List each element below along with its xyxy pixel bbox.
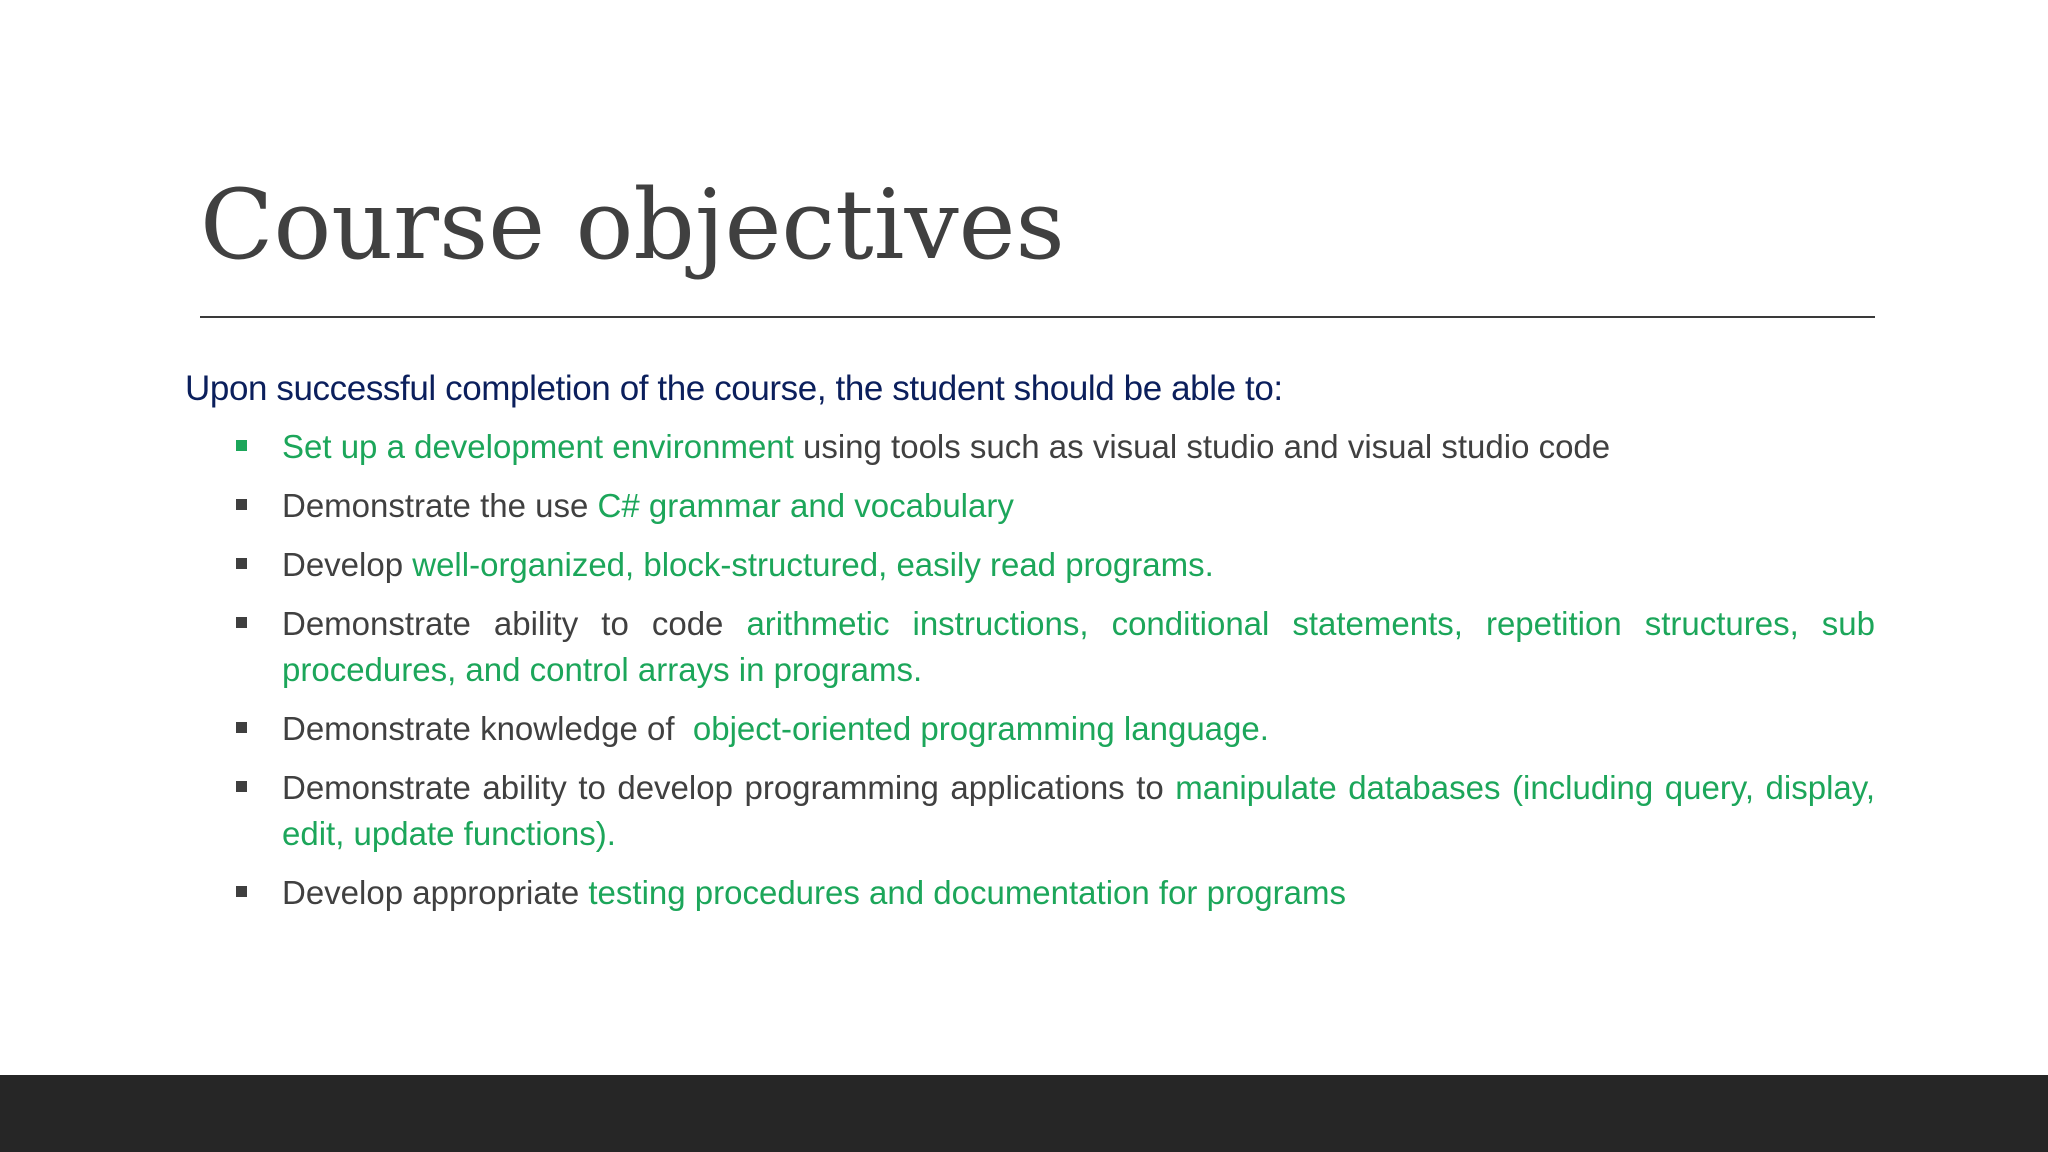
slide-title: Course objectives: [200, 169, 1065, 281]
objective-highlight: well-organized, block-structured, easily read programs.: [412, 546, 1214, 583]
objective-highlight: Set up a development environment: [282, 428, 794, 465]
objective-highlight: testing procedures and documentation for programs: [588, 874, 1346, 911]
objective-highlight: object-oriented programming language.: [692, 710, 1269, 747]
objective-highlight: C# grammar and vocabulary: [597, 487, 1014, 524]
square-bullet-icon: [236, 722, 247, 733]
objective-text: Demonstrate the use: [282, 487, 598, 524]
objective-text: Demonstrate ability to code: [282, 605, 747, 642]
objective-highlight: arithmetic instructions, conditional statements, repetition structures, sub procedures, and control arrays in programs.: [282, 605, 1875, 688]
objective-item: [236, 483, 1875, 529]
objective-text: Demonstrate ability to develop programming applications to: [282, 769, 1176, 806]
square-bullet-icon: [236, 617, 247, 628]
objective-text: Develop: [282, 546, 413, 583]
objective-text: Develop appropriate: [282, 874, 589, 911]
title-divider: [200, 316, 1875, 318]
square-bullet-icon: [236, 440, 247, 451]
footer-bar: [0, 1075, 2048, 1152]
objectives-intro: Upon successful completion of the course, the student should be able to:: [185, 369, 1283, 408]
square-bullet-icon: [236, 499, 247, 510]
objective-highlight: manipulate databases (including query, display, edit, update functions).: [282, 769, 1875, 852]
square-bullet-icon: [236, 558, 247, 569]
objectives-list: [236, 424, 1875, 929]
objective-text: using tools such as visual studio and visual studio code: [793, 428, 1611, 465]
objective-item: [236, 542, 1875, 588]
objective-item: [236, 870, 1875, 916]
objective-text: Demonstrate knowledge of: [282, 710, 693, 747]
objective-item: [236, 424, 1875, 470]
square-bullet-icon: [236, 781, 247, 792]
objective-item: [236, 765, 1875, 857]
square-bullet-icon: [236, 886, 247, 897]
objective-item: [236, 601, 1875, 693]
objective-item: [236, 706, 1875, 752]
